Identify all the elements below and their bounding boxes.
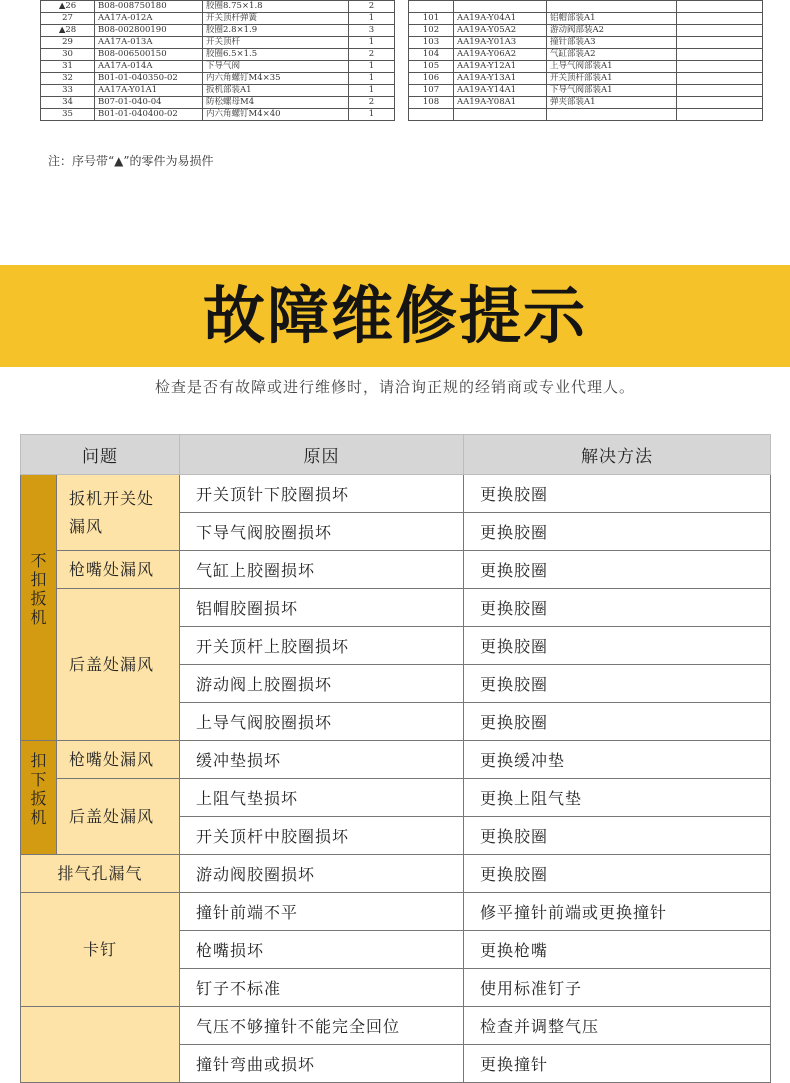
banner-title: 故障维修提示 [202, 279, 587, 352]
cause-cell: 游动阀胶圈损坏 [180, 855, 464, 893]
solution-cell: 更换胶圈 [464, 665, 771, 703]
parts-cell-code: AA17A-014A [95, 61, 203, 73]
table-row [21, 589, 771, 627]
parts-cell-name2: 下导气阀部装A1 [547, 85, 677, 97]
parts-cell-code: B08-006500150 [95, 49, 203, 61]
parts-cell-no: 32 [41, 73, 95, 85]
parts-cell-name2: 上导气阀部装A1 [547, 61, 677, 73]
parts-cell-code2: AA19A-Y05A2 [454, 25, 547, 37]
parts-cell-name: 防松螺母M4 [203, 97, 349, 109]
cause-cell: 撞针前端不平 [180, 893, 464, 931]
parts-cell-code2: AA19A-Y12A1 [454, 61, 547, 73]
category-char: 下 [30, 770, 47, 789]
parts-row [41, 97, 763, 109]
parts-cell-code2: AA19A-Y06A2 [454, 49, 547, 61]
parts-cell-name: 扳机部装A1 [203, 85, 349, 97]
parts-cell-no: ▲26 [41, 1, 95, 13]
parts-cell-name: 胶圈2.8×1.9 [203, 25, 349, 37]
parts-cell-empty [395, 73, 409, 85]
cause-cell: 铝帽胶圈损坏 [180, 589, 464, 627]
table-row [21, 779, 771, 817]
parts-cell-qty: 1 [349, 61, 395, 73]
parts-cell-code2: AA19A-Y04A1 [454, 13, 547, 25]
parts-row [41, 25, 763, 37]
parts-row [41, 49, 763, 61]
parts-cell-empty [677, 13, 763, 25]
parts-cell-no: ▲28 [41, 25, 95, 37]
solution-cell: 检查并调整气压 [464, 1007, 771, 1045]
parts-cell-name: 开关顶杆弹簧 [203, 13, 349, 25]
cause-cell: 上阻气垫损坏 [180, 779, 464, 817]
parts-row [41, 109, 763, 121]
parts-row [41, 85, 763, 97]
parts-cell-qty: 1 [349, 13, 395, 25]
parts-cell-name: 开关顶杆 [203, 37, 349, 49]
parts-cell-empty [677, 73, 763, 85]
parts-row [41, 61, 763, 73]
cause-cell: 撞针弯曲或损坏 [180, 1045, 464, 1083]
parts-cell-empty [677, 25, 763, 37]
wear-parts-note: 注：序号带“▲”的零件为易损件 [48, 154, 214, 168]
parts-cell-empty [677, 109, 763, 121]
parts-cell-no: 33 [41, 85, 95, 97]
parts-cell-empty [395, 85, 409, 97]
parts-cell-empty [395, 49, 409, 61]
problem-nozzle-leak: 枪嘴处漏风 [57, 741, 180, 779]
parts-cell-no: 27 [41, 13, 95, 25]
troubleshooting-table [20, 434, 771, 1083]
parts-cell-empty [677, 37, 763, 49]
cause-cell: 气压不够撞针不能完全回位 [180, 1007, 464, 1045]
problem-jam: 卡钉 [21, 893, 180, 1007]
parts-cell-empty [395, 25, 409, 37]
parts-cell-name2: 撞针部装A3 [547, 37, 677, 49]
solution-cell: 更换胶圈 [464, 475, 771, 513]
problem-exhaust-leak: 排气孔漏气 [21, 855, 180, 893]
parts-cell-name2 [547, 109, 677, 121]
parts-cell-no2 [409, 1, 454, 13]
parts-cell-empty [395, 37, 409, 49]
category-char: 扳 [30, 789, 47, 808]
parts-cell-name: 内六角螺钉M4×40 [203, 109, 349, 121]
parts-cell-empty [395, 61, 409, 73]
cause-cell: 开关顶针下胶圈损坏 [180, 475, 464, 513]
solution-cell: 更换胶圈 [464, 855, 771, 893]
parts-cell-empty [395, 97, 409, 109]
service-advice: 检查是否有故障或进行维修时，请洽询正规的经销商或专业代理人。 [154, 378, 635, 396]
parts-cell-qty: 1 [349, 73, 395, 85]
parts-cell-no: 34 [41, 97, 95, 109]
parts-list-table [40, 0, 763, 121]
parts-cell-name: 胶圈6.5×1.5 [203, 49, 349, 61]
category-char: 机 [30, 808, 47, 827]
solution-cell: 更换胶圈 [464, 817, 771, 855]
parts-cell-empty [395, 1, 409, 13]
parts-cell-no2: 104 [409, 49, 454, 61]
parts-cell-empty [395, 13, 409, 25]
table-row [21, 475, 771, 513]
parts-cell-code: B01-01-040350-02 [95, 73, 203, 85]
problem-unlabeled [21, 1007, 180, 1083]
solution-cell: 更换缓冲垫 [464, 741, 771, 779]
parts-cell-name2: 弹夹部装A1 [547, 97, 677, 109]
solution-cell: 更换胶圈 [464, 589, 771, 627]
parts-cell-name2 [547, 1, 677, 13]
header-solution: 解决方法 [464, 435, 771, 475]
solution-cell: 修平撞针前端或更换撞针 [464, 893, 771, 931]
table-row [21, 741, 771, 779]
cause-cell: 气缸上胶圈损坏 [180, 551, 464, 589]
parts-cell-code: B08-008750180 [95, 1, 203, 13]
table-row [21, 893, 771, 931]
parts-cell-code: AA17A-Y01A1 [95, 85, 203, 97]
parts-cell-qty: 2 [349, 49, 395, 61]
category-no-trigger [21, 475, 57, 741]
parts-cell-qty: 3 [349, 25, 395, 37]
table-row [21, 551, 771, 589]
parts-cell-name2: 游动阀部装A2 [547, 25, 677, 37]
problem-nozzle-leak: 枪嘴处漏风 [57, 551, 180, 589]
category-char: 扣 [30, 751, 47, 770]
cause-cell: 开关顶杆中胶圈损坏 [180, 817, 464, 855]
parts-cell-name: 下导气阀 [203, 61, 349, 73]
parts-cell-no2: 101 [409, 13, 454, 25]
parts-cell-qty: 2 [349, 97, 395, 109]
category-trigger-pulled [21, 741, 57, 855]
section-banner [0, 265, 790, 367]
parts-cell-no: 31 [41, 61, 95, 73]
cause-cell: 下导气阀胶圈损坏 [180, 513, 464, 551]
parts-cell-no: 29 [41, 37, 95, 49]
parts-cell-code2: AA19A-Y08A1 [454, 97, 547, 109]
parts-row [41, 37, 763, 49]
cause-cell: 开关顶杆上胶圈损坏 [180, 627, 464, 665]
parts-cell-no2: 108 [409, 97, 454, 109]
solution-cell: 使用标准钉子 [464, 969, 771, 1007]
solution-cell: 更换胶圈 [464, 551, 771, 589]
category-char: 扣 [30, 570, 47, 589]
header-cause: 原因 [180, 435, 464, 475]
parts-cell-code: B08-002800190 [95, 25, 203, 37]
parts-cell-qty: 1 [349, 37, 395, 49]
parts-cell-no2: 106 [409, 73, 454, 85]
parts-cell-code: B01-01-040400-02 [95, 109, 203, 121]
parts-cell-empty [677, 49, 763, 61]
parts-row [41, 13, 763, 25]
parts-cell-empty [677, 97, 763, 109]
parts-cell-name2: 开关顶杆部装A1 [547, 73, 677, 85]
table-row [21, 855, 771, 893]
solution-cell: 更换枪嘴 [464, 931, 771, 969]
solution-cell: 更换胶圈 [464, 627, 771, 665]
problem-cover-leak: 后盖处漏风 [57, 779, 180, 855]
solution-cell: 更换上阻气垫 [464, 779, 771, 817]
parts-cell-empty [677, 61, 763, 73]
solution-cell: 更换胶圈 [464, 513, 771, 551]
parts-cell-code2 [454, 109, 547, 121]
parts-cell-no: 35 [41, 109, 95, 121]
parts-cell-code2: AA19A-Y13A1 [454, 73, 547, 85]
problem-switch-leak: 扳机开关处 漏风 [57, 475, 180, 551]
parts-cell-name: 胶圈8.75×1.8 [203, 1, 349, 13]
cause-cell: 缓冲垫损坏 [180, 741, 464, 779]
parts-cell-name2: 气缸部装A2 [547, 49, 677, 61]
parts-cell-qty: 1 [349, 109, 395, 121]
cause-cell: 枪嘴损坏 [180, 931, 464, 969]
solution-cell: 更换胶圈 [464, 703, 771, 741]
parts-cell-empty [677, 1, 763, 13]
table-header-row [21, 435, 771, 475]
parts-row [41, 73, 763, 85]
solution-cell: 更换撞针 [464, 1045, 771, 1083]
problem-cover-leak: 后盖处漏风 [57, 589, 180, 741]
parts-cell-no2: 103 [409, 37, 454, 49]
parts-cell-no2: 102 [409, 25, 454, 37]
cause-cell: 钉子不标准 [180, 969, 464, 1007]
category-char: 机 [30, 608, 47, 627]
parts-cell-code: AA17A-013A [95, 37, 203, 49]
parts-cell-qty: 1 [349, 85, 395, 97]
parts-cell-empty [395, 109, 409, 121]
cause-cell: 游动阀上胶圈损坏 [180, 665, 464, 703]
parts-cell-no2: 105 [409, 61, 454, 73]
parts-cell-name: 内六角螺钉M4×35 [203, 73, 349, 85]
parts-cell-empty [677, 85, 763, 97]
header-problem: 问题 [21, 435, 180, 475]
parts-cell-no: 30 [41, 49, 95, 61]
parts-cell-name2: 铝帽部装A1 [547, 13, 677, 25]
parts-row [41, 1, 763, 13]
table-row [21, 1007, 771, 1045]
parts-cell-code2: AA19A-Y14A1 [454, 85, 547, 97]
parts-cell-no2: 107 [409, 85, 454, 97]
parts-cell-code2 [454, 1, 547, 13]
parts-cell-qty: 2 [349, 1, 395, 13]
parts-cell-code2: AA19A-Y01A3 [454, 37, 547, 49]
parts-cell-no2 [409, 109, 454, 121]
parts-cell-code: AA17A-012A [95, 13, 203, 25]
parts-cell-code: B07-01-040-04 [95, 97, 203, 109]
cause-cell: 上导气阀胶圈损坏 [180, 703, 464, 741]
category-char: 扳 [30, 589, 47, 608]
category-char: 不 [30, 551, 47, 570]
